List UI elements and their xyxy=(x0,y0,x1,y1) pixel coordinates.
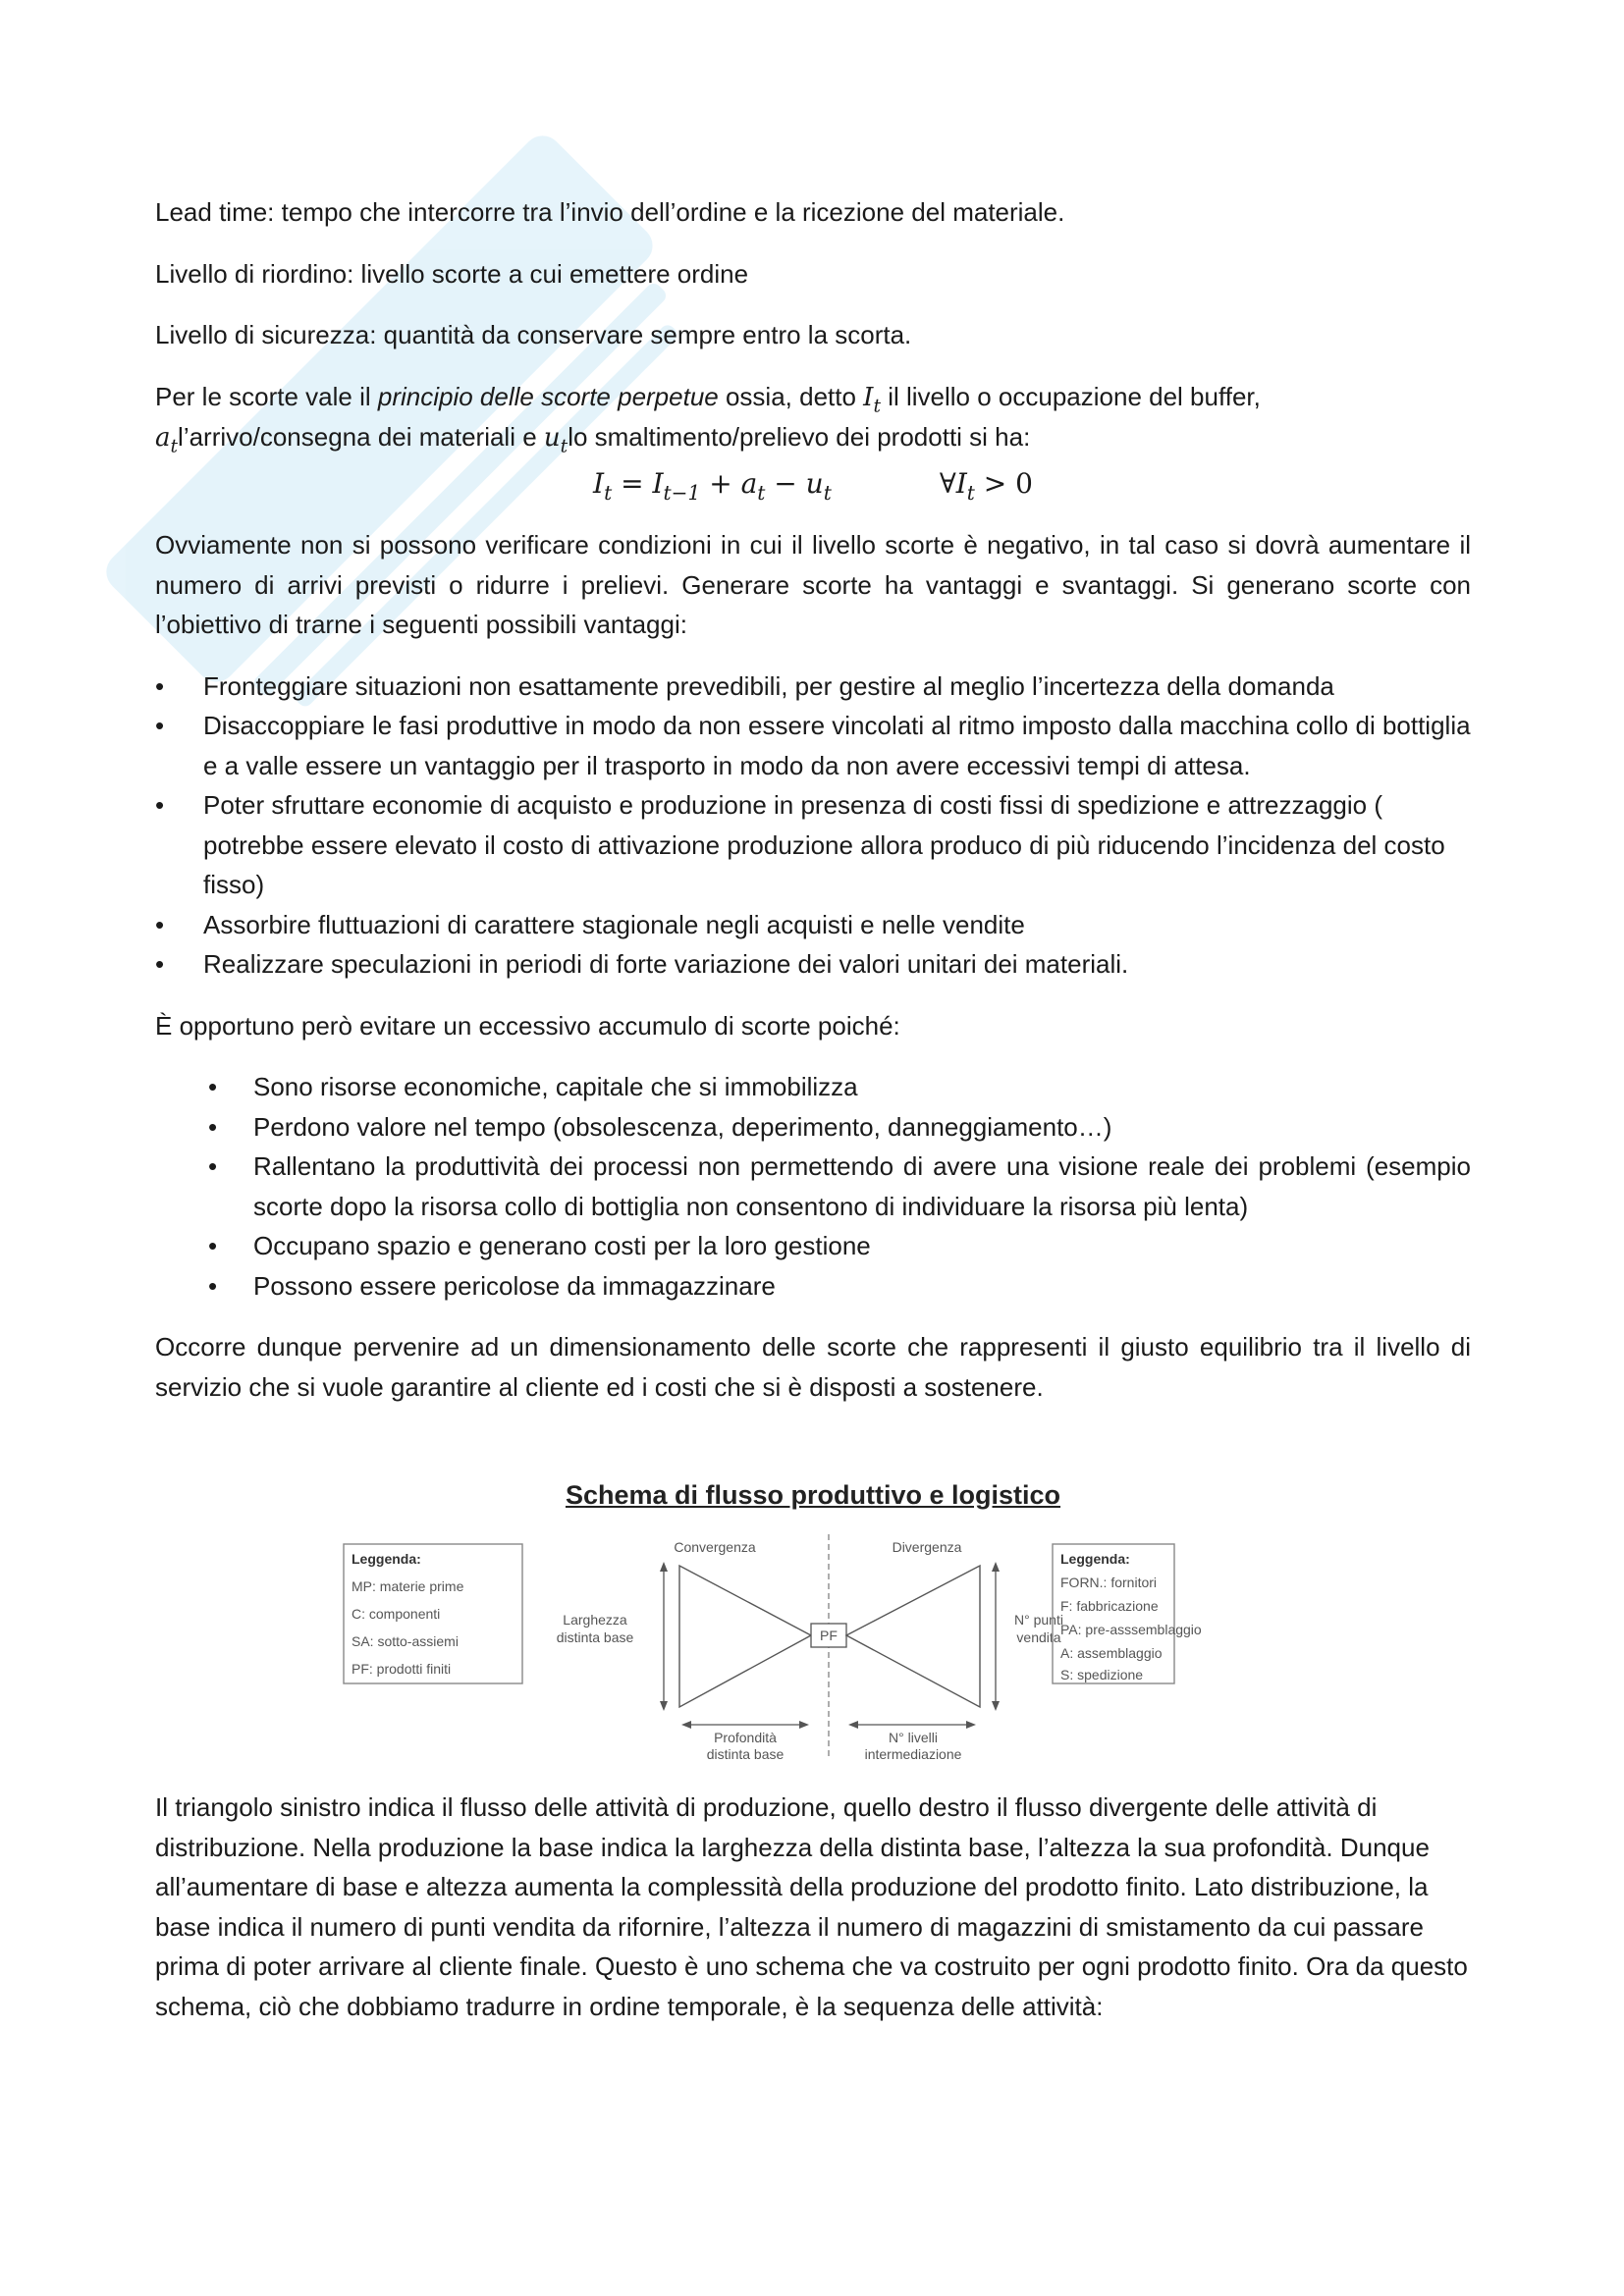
list-item: • Poter sfruttare economie di acquisto e produzione in presenza di costi fissi di spedizione e attrezzaggio ( potrebbe essere elevato il costo di attivazione produzione allora produco di più riducendo l’incidenza del costo fisso) xyxy=(155,785,1471,905)
label-livelli-2: intermediazione xyxy=(864,1746,962,1762)
definition-reorder-level: Livello di riordino: livello scorte a cui emettere ordine xyxy=(155,258,749,289)
list-item: • Assorbire fluttuazioni di carattere stagionale negli acquisti e nelle vendite xyxy=(155,905,1471,945)
legend-left-item: PF: prodotti finiti xyxy=(352,1661,452,1677)
list-item: • Occupano spazio e generano costi per la loro gestione xyxy=(155,1226,1471,1266)
legend-left-title: Leggenda: xyxy=(352,1551,421,1567)
label-profondita-2: distinta base xyxy=(706,1746,785,1762)
balance-paragraph: Occorre dunque pervenire ad un dimensionamento delle scorte che rappresenti il giusto equilibrio tra il livello di servizio che si vuole garantire al cliente ed i costi che si è disposti a sostenere. xyxy=(155,1332,1471,1402)
symbol-a: $a_t$ xyxy=(155,423,179,457)
list-item: • Rallentano la produttività dei processi non permettendo di avere una visione reale dei problemi (esempio scorte dopo la risorsa collo di bottiglia non consentono di individuare la risorsa più lenta) xyxy=(155,1147,1471,1226)
flow-diagram-graphic xyxy=(342,1524,1202,1762)
principle-paragraph: Per le scorte vale il principio delle scorte perpetue ossia, detto $I_t$ il livello o occupazione del buffer, $a_tl’arrivo$/consegna dei materiali e $u_tlo$ smaltimento/prelievo dei prodotti si ha: xyxy=(155,381,1261,457)
convergence-triangle xyxy=(679,1566,811,1707)
inventory-formula: $I_t = I_{t-1} + a_t - u_t$ $\forall I_t > 0$ xyxy=(593,466,1033,505)
label-convergenza: Convergenza xyxy=(674,1539,756,1555)
divergence-triangle xyxy=(846,1566,980,1707)
flow-diagram xyxy=(155,1475,1471,1762)
legend-right-item: S: spedizione xyxy=(1060,1667,1144,1682)
label-punti-vendita-2: vendita xyxy=(1016,1629,1061,1645)
label-profondita: Profondità xyxy=(714,1730,777,1745)
label-larghezza: Larghezza xyxy=(563,1612,627,1628)
symbol-u: $u_t$ xyxy=(543,423,568,457)
principle-emphasis: principio delle scorte perpetue xyxy=(377,381,719,411)
legend-left-item: C: componenti xyxy=(352,1606,441,1622)
legend-right-item: PA: pre-asssemblaggio xyxy=(1060,1622,1202,1637)
final-paragraph: Il triangolo sinistro indica il flusso delle attività di produzione, quello destro il flusso divergente delle attività di distribuzione. Nella produzione la base indica la larghezza della distinta base, l’altezza la sua profondità. Dunque all’aumentare di base e altezza aumenta la complessità della produzione del prodotto finito. Lato distribuzione, la base indica il numero di punti vendita da rifornire, l’altezza il numero di magazzini di smistamento da cui passare prima di poter arrivare al cliente finale. Questo è uno schema che va costruito per ogni prodotto finito. Ora da questo schema, ciò che dobbiamo tradurre in ordine temporale, è la sequenza delle attività: xyxy=(155,1792,1468,2021)
label-divergenza: Divergenza xyxy=(892,1539,962,1555)
figure-title: Schema di flusso produttivo e logistico xyxy=(565,1480,1061,1510)
list-item: • Realizzare speculazioni in periodi di forte variazione dei valori unitari dei materiali. xyxy=(155,944,1471,985)
advantages-list xyxy=(155,667,1471,985)
negative-level-paragraph: Ovviamente non si possono verificare condizioni in cui il livello scorte è negativo, in tal caso si dovrà aumentare il numero di arrivi previsti o ridurre i prelievi. Generare scorte ha vantaggi e svantaggi. Si generano scorte con l’obiettivo di trarne i seguenti possibili vantaggi: xyxy=(155,530,1471,639)
legend-left-item: MP: materie prime xyxy=(352,1578,464,1594)
legend-right-item: F: fabbricazione xyxy=(1060,1598,1159,1614)
legend-right-item: FORN.: fornitori xyxy=(1060,1575,1158,1590)
list-item: • Fronteggiare situazioni non esattamente prevedibili, per gestire al meglio l’incertezza della domanda xyxy=(155,667,1471,707)
legend-right-title: Leggenda: xyxy=(1060,1551,1130,1567)
list-item: • Disaccoppiare le fasi produttive in modo da non essere vincolati al ritmo imposto dalla macchina collo di bottiglia e a valle essere un vantaggio per il trasporto in modo da non avere eccessivi tempi di attesa. xyxy=(155,706,1471,785)
legend-left-item: SA: sotto-assiemi xyxy=(352,1633,459,1649)
legend-right-item: A: assemblaggio xyxy=(1060,1645,1163,1661)
label-larghezza-2: distinta base xyxy=(556,1629,634,1645)
list-item: • Possono essere pericolose da immagazzinare xyxy=(155,1266,1471,1307)
label-punti-vendita: N° punti xyxy=(1014,1612,1063,1628)
document-page xyxy=(155,192,1471,2048)
definition-lead-time: Lead time: tempo che intercorre tra l’invio dell’ordine e la ricezione del materiale. xyxy=(155,197,1065,227)
list-item: • Sono risorse economiche, capitale che si immobilizza xyxy=(155,1067,1471,1107)
list-item: • Perdono valore nel tempo (obsolescenza, deperimento, danneggiamento…) xyxy=(155,1107,1471,1148)
symbol-I: $I_t$ xyxy=(863,382,881,417)
definition-safety-level: Livello di sicurezza: quantità da conservare sempre entro la scorta. xyxy=(155,320,912,349)
pf-label: PF xyxy=(820,1628,838,1643)
avoid-paragraph: È opportuno però evitare un eccessivo accumulo di scorte poiché: xyxy=(155,1010,900,1041)
disadvantages-list xyxy=(155,1067,1471,1306)
label-livelli: N° livelli xyxy=(889,1730,938,1745)
